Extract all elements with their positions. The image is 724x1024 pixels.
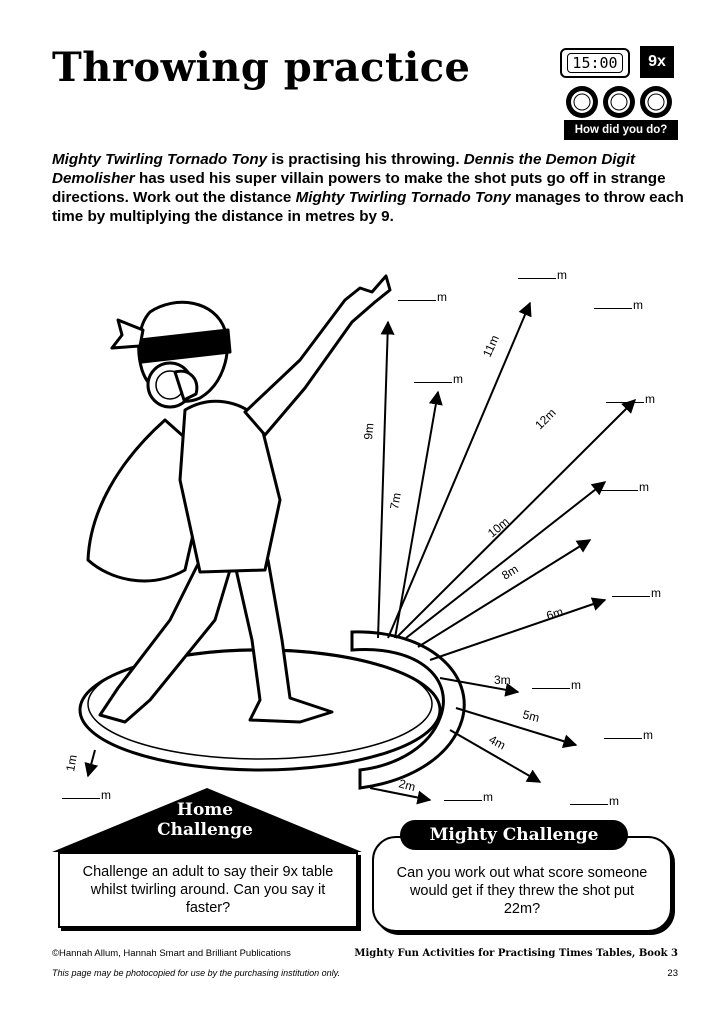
answer-line[interactable] — [414, 372, 452, 383]
answer-blank-5m[interactable] — [604, 728, 653, 742]
answer-blank-9m[interactable] — [398, 290, 447, 304]
arrow-9m — [378, 322, 388, 638]
answer-blank-12m[interactable] — [594, 298, 643, 312]
arrow-10m — [406, 482, 605, 638]
distance-label: 3m — [494, 673, 511, 687]
page-title: Throwing practice — [52, 44, 471, 91]
arrow-7m — [395, 392, 438, 638]
unit-label: m — [633, 298, 643, 312]
distance-label: 2m — [397, 776, 417, 795]
answer-line[interactable] — [606, 392, 644, 403]
medal-2-icon — [603, 86, 635, 118]
hero-headband — [112, 320, 143, 348]
rating-medals — [564, 84, 674, 120]
unit-label: m — [101, 788, 111, 802]
hero-arm — [245, 276, 390, 435]
timer-value: 15:00 — [567, 53, 622, 73]
answer-blank-6m[interactable] — [612, 586, 661, 600]
arrow-1m — [88, 750, 95, 776]
answer-line[interactable] — [570, 794, 608, 805]
home-title-line: Home — [176, 800, 234, 820]
unit-label: m — [643, 728, 653, 742]
unit-label: m — [483, 790, 493, 804]
rating-label: How did you do? — [564, 120, 678, 140]
arrow-6m — [430, 600, 605, 660]
intro-part: is practising his throwing. — [267, 151, 464, 168]
permission-note: This page may be photocopied for use by the purchasing institution only. — [52, 968, 341, 978]
answer-blank-7m[interactable] — [414, 372, 463, 386]
page-number: 23 — [667, 968, 678, 979]
answer-line[interactable] — [612, 586, 650, 597]
unit-label: m — [557, 268, 567, 282]
arrow-5m — [456, 708, 576, 745]
answer-blank-10m[interactable] — [606, 392, 655, 406]
answer-blank-2m[interactable] — [444, 790, 493, 804]
intro-text — [52, 150, 692, 226]
medal-1-icon — [566, 86, 598, 118]
unit-label: m — [645, 392, 655, 406]
distance-label: 7m — [387, 491, 404, 511]
hero-name: Mighty Twirling Tornado Tony — [52, 151, 268, 168]
home-challenge-box — [58, 852, 358, 928]
distance-label: 1m — [63, 753, 80, 773]
answer-line[interactable] — [604, 728, 642, 739]
unit-label: m — [437, 290, 447, 304]
intro-part: manages to throw each time by multiplying the distance in metres by 9. — [52, 189, 684, 225]
distance-label: 6m — [544, 604, 565, 623]
distance-label: 10m — [484, 514, 512, 541]
series-title: Mighty Fun Activities for Practising Times Tables, Book 3 — [354, 948, 678, 959]
mighty-challenge-box — [372, 836, 672, 932]
distance-label: 9m — [361, 422, 377, 441]
unit-label: m — [639, 480, 649, 494]
villain-name: Dennis the Demon Digit Demolisher — [52, 151, 636, 187]
answer-blank-4m[interactable] — [570, 794, 619, 808]
medal-3-icon — [640, 86, 672, 118]
answer-blank-11m[interactable] — [518, 268, 567, 282]
home-challenge-text: Challenge an adult to say their 9x table whilst twirling around. Can you say it faster? — [82, 864, 334, 916]
answer-blank-8m[interactable] — [600, 480, 649, 494]
unit-label: m — [571, 678, 581, 692]
timer-panel — [558, 44, 678, 140]
answer-line[interactable] — [532, 678, 570, 689]
answer-line[interactable] — [444, 790, 482, 801]
distance-label: 4m — [486, 732, 508, 753]
distance-label: 11m — [479, 333, 502, 360]
answer-blank-3m[interactable] — [532, 678, 581, 692]
hero-name: Mighty Twirling Tornado Tony — [295, 189, 511, 206]
distance-label: 8m — [499, 561, 521, 583]
answer-line[interactable] — [518, 268, 556, 279]
unit-label: m — [609, 794, 619, 808]
unit-label: m — [453, 372, 463, 386]
intro-part: has used his super villain powers to make the shot puts go off in strange directions. Work out the distance — [52, 170, 666, 206]
answer-line[interactable] — [600, 480, 638, 491]
distance-label: 12m — [532, 405, 559, 433]
home-title-line: Challenge — [157, 820, 253, 840]
arrow-11m — [388, 303, 530, 638]
answer-line[interactable] — [398, 290, 436, 301]
mighty-challenge-text: Can you work out what score someone would get if they threw the shot put 22m? — [396, 865, 648, 917]
distance-label: 5m — [521, 707, 541, 725]
copyright-text: ©Hannah Allum, Hannah Smart and Brilliant Publications — [52, 948, 291, 959]
times-table-badge: 9x — [640, 46, 674, 78]
unit-label: m — [651, 586, 661, 600]
home-challenge-title — [130, 800, 280, 840]
arrow-8m — [418, 540, 590, 647]
answer-line[interactable] — [594, 298, 632, 309]
timer-display — [560, 48, 630, 78]
mighty-challenge-title: Mighty Challenge — [400, 820, 628, 850]
